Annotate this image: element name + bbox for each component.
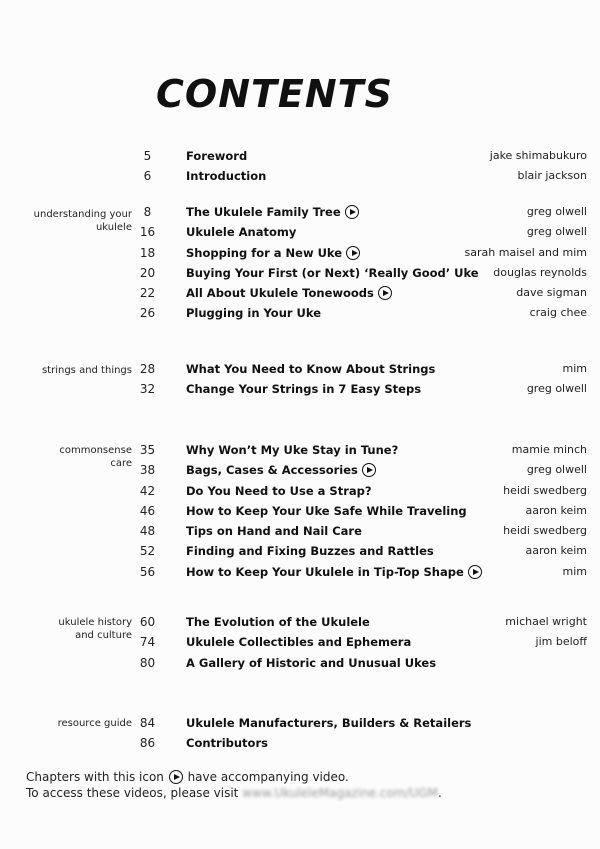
toc-chapter-title[interactable]: Finding and Fixing Buzzes and Rattles (186, 544, 434, 558)
toc-page-number: 60 (139, 615, 156, 629)
section-label (12, 208, 132, 234)
toc-page-number: 26 (139, 306, 156, 320)
toc-entry[interactable] (0, 734, 600, 752)
toc-chapter-title[interactable]: Contributors (186, 736, 268, 750)
toc-chapter-title[interactable]: Ukulele Manufacturers, Builders & Retailers (186, 716, 472, 730)
section-label (12, 616, 132, 642)
section-label-line: resource guide (57, 718, 132, 729)
toc-author: jim beloff (535, 635, 587, 648)
toc-author: mim (562, 565, 587, 578)
toc-page-number: 16 (139, 225, 156, 239)
toc-chapter-title[interactable]: Introduction (186, 169, 267, 183)
toc-page-number: 46 (139, 504, 156, 518)
toc-entry[interactable] (0, 654, 600, 672)
toc-entry[interactable] (0, 482, 600, 500)
play-video-icon[interactable] (468, 565, 482, 579)
toc-chapter-title[interactable]: All About Ukulele Tonewoods (186, 284, 392, 302)
play-video-icon[interactable] (346, 246, 360, 260)
toc-author: aaron keim (525, 544, 587, 557)
toc-page-number: 52 (139, 544, 156, 558)
section-label-line: ukulele (95, 222, 132, 233)
toc-page-number: 20 (139, 266, 156, 280)
toc-entry[interactable] (0, 542, 600, 560)
toc-author: greg olwell (526, 225, 587, 238)
toc-chapter-title[interactable]: The Evolution of the Ukulele (186, 615, 370, 629)
toc-page-number: 22 (139, 286, 156, 300)
toc-page-number: 6 (143, 169, 152, 183)
toc-author: blair jackson (517, 169, 587, 182)
toc-page-number: 48 (139, 524, 156, 538)
footer-text-before-icon: Chapters with this icon (26, 770, 164, 784)
play-video-icon (169, 770, 183, 784)
toc-chapter-title[interactable]: Why Won’t My Uke Stay in Tune? (186, 443, 399, 457)
toc-page-number: 32 (139, 382, 156, 396)
section-label (12, 717, 132, 730)
toc-page-number: 5 (143, 149, 152, 163)
toc-page-number: 42 (139, 484, 156, 498)
toc-author: jake shimabukuro (489, 149, 587, 162)
toc-page-number: 84 (139, 716, 156, 730)
section-label-line: commonsense (59, 445, 132, 456)
toc-entry[interactable] (0, 147, 600, 165)
footer-url-link[interactable]: www.UkuleleMagazine.com/UGM (242, 786, 438, 800)
toc-chapter-title[interactable]: Plugging in Your Uke (186, 306, 322, 320)
toc-entry[interactable] (0, 284, 600, 302)
toc-chapter-title[interactable]: Foreword (186, 149, 248, 163)
toc-chapter-title[interactable]: How to Keep Your Ukulele in Tip-Top Shape (186, 563, 482, 581)
toc-chapter-title[interactable]: Buying Your First (or Next) ‘Really Good’ Uke (186, 266, 479, 280)
toc-chapter-title[interactable]: Do You Need to Use a Strap? (186, 484, 372, 498)
play-video-icon[interactable] (378, 286, 392, 300)
toc-author: heidi swedberg (503, 524, 587, 537)
toc-author: dave sigman (516, 286, 587, 299)
toc-entry[interactable] (0, 502, 600, 520)
toc-chapter-title[interactable]: Ukulele Anatomy (186, 225, 297, 239)
footer-note-access (26, 785, 442, 801)
toc-chapter-title[interactable]: Bags, Cases & Accessories (186, 461, 376, 479)
toc-author: greg olwell (526, 205, 587, 218)
toc-page-number: 8 (143, 205, 152, 219)
section-label (12, 444, 132, 470)
toc-page-number: 18 (139, 246, 156, 260)
toc-chapter-title[interactable]: Ukulele Collectibles and Ephemera (186, 635, 412, 649)
toc-chapter-title[interactable]: A Gallery of Historic and Unusual Ukes (186, 656, 437, 670)
page-title: CONTENTS (156, 72, 393, 116)
footer-access-text: To access these videos, please visit (26, 786, 239, 800)
toc-author: mamie minch (511, 443, 587, 456)
toc-page-number: 86 (139, 736, 156, 750)
toc-page-number: 56 (139, 565, 156, 579)
toc-author: sarah maisel and mim (464, 246, 587, 259)
toc-chapter-title[interactable]: Shopping for a New Uke (186, 244, 360, 262)
toc-page-number: 28 (139, 362, 156, 376)
toc-chapter-title[interactable]: The Ukulele Family Tree (186, 203, 359, 221)
toc-author: michael wright (505, 615, 587, 628)
toc-entry[interactable] (0, 264, 600, 282)
toc-page-number: 38 (139, 463, 156, 477)
footer-text-after-icon: have accompanying video. (187, 770, 349, 784)
play-video-icon[interactable] (345, 205, 359, 219)
toc-page-number: 35 (139, 443, 156, 457)
toc-entry[interactable] (0, 304, 600, 322)
toc-entry[interactable] (0, 380, 600, 398)
toc-page-number: 80 (139, 656, 156, 670)
toc-author: craig chee (529, 306, 587, 319)
section-label-line: understanding your (33, 209, 132, 220)
section-label-line: and culture (75, 630, 132, 641)
footer-note-video (26, 769, 349, 785)
toc-entry[interactable] (0, 244, 600, 262)
toc-author: greg olwell (526, 382, 587, 395)
toc-entry[interactable] (0, 563, 600, 581)
section-label-line: ukulele history (58, 617, 132, 628)
toc-author: aaron keim (525, 504, 587, 517)
section-label (12, 364, 132, 377)
toc-page-number: 74 (139, 635, 156, 649)
toc-author: heidi swedberg (503, 484, 587, 497)
toc-entry[interactable] (0, 522, 600, 540)
toc-chapter-title[interactable]: Tips on Hand and Nail Care (186, 524, 362, 538)
footer-period: . (437, 786, 442, 800)
toc-author: douglas reynolds (493, 266, 587, 279)
toc-chapter-title[interactable]: What You Need to Know About Strings (186, 362, 436, 376)
toc-chapter-title[interactable]: How to Keep Your Uke Safe While Traveling (186, 504, 467, 518)
toc-chapter-title[interactable]: Change Your Strings in 7 Easy Steps (186, 382, 422, 396)
play-video-icon[interactable] (362, 463, 376, 477)
section-label-line: care (110, 458, 132, 469)
toc-entry[interactable] (0, 167, 600, 185)
section-label-line: strings and things (41, 365, 132, 376)
toc-author: mim (562, 362, 587, 375)
toc-author: greg olwell (526, 463, 587, 476)
